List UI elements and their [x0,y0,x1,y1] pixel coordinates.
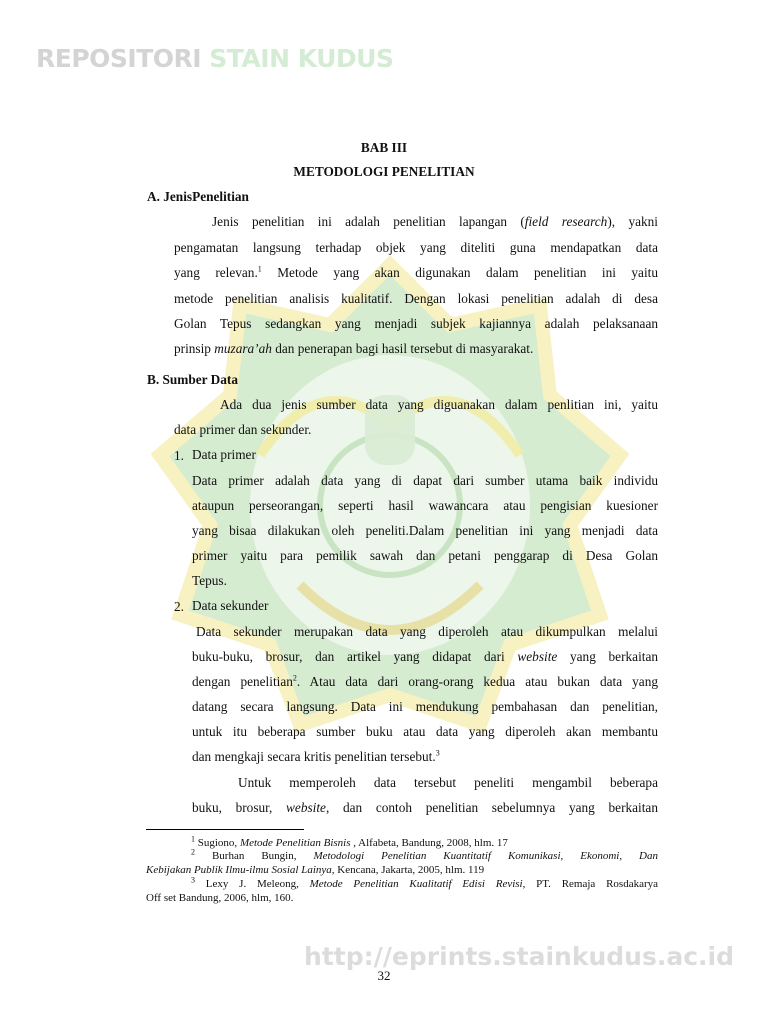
closing-paragraph-line-2: buku, brosur, website, dan contoh penelitian sebelumnya yang berkaitan [192,800,658,815]
data-sekunder-line-2: buku-buku, brosur, dan artikel yang didapat dari website yang berkaitan [192,649,659,664]
section-a-line-6: prinsip muzara’ah dan penerapan bagi hasil tersebut di masyarakat. [174,341,534,356]
data-sekunder-line-3: dengan penelitian$^2$. Atau data dari orang-orang kedua atau bukan data yang [192,673,658,689]
footnote-2-line-1: $^2$ Burhan Bungin, Metodologi Penelitian Kuantitatif Komunikasi, Ekonomi, Dan [191,847,658,862]
data-primer-line-3: yang bisaa dilakukan oleh peneliti.Dalam penelitian ini yang menjadi data [192,523,658,538]
footnote-ref-1: 1 [257,264,262,274]
section-a-line-5: Golan Tepus sedangkan yang menjadi subjek kajiannya adalah pelaksanaan [174,316,658,331]
watermark-stain-kudus: STAIN KUDUS [209,44,394,73]
list-number-2: 2. [174,599,184,614]
section-a-line-4: metode penelitian analisis kualitatif. Dengan lokasi penelitian adalah di desa [174,291,658,306]
data-primer-line-4: primer yaitu para pemilik sawah dan petani penggarap di Desa Golan [192,548,658,563]
data-primer-line-5: Tepus. [192,573,227,588]
data-sekunder-line-5: untuk itu beberapa sumber buku atau data yang diperoleh akan membantu [192,724,658,739]
section-a-heading: A. JenisPenelitian [147,189,249,204]
list-number-1: 1. [174,448,184,463]
list-item-data-primer-title: Data primer [192,447,256,462]
list-item-data-sekunder-title: Data sekunder [192,598,269,613]
chapter-number: BAB III [360,140,408,155]
data-sekunder-line-6: dan mengkaji secara kritis penelitian tersebut.$^3$ [192,748,440,764]
section-b-intro-1: Ada dua jenis sumber data yang diguanakan dalam penlitian ini, yaitu [220,397,658,412]
footnote-2-line-2: Kebijakan Publik Ilmu-ilmu Sosial Lainya, Kencana, Jakarta, 2005, hlm. 119 [146,864,485,876]
footnote-3-line-2: Off set Bandung, 2006, hlm, 160. [146,892,294,904]
section-a-line-3: yang relevan.$^1$ Metode yang akan digunakan dalam penelitian ini yaitu [174,264,658,280]
data-primer-line-2: ataupun perseorangan, seperti hasil wawancara atau pengisian kuesioner [192,498,658,513]
watermark-url: http://eprints.stainkudus.ac.id [304,942,734,971]
footnote-1: $^1$ Sugiono, Metode Penelitian Bisnis , Alfabeta, Bandung, 2008, hlm. 17 [191,834,508,849]
chapter-title: METODOLOGI PENELITIAN [293,164,475,179]
section-a-line-2: pengamatan langsung terhadap objek yang diteliti guna mendapatkan data [174,240,658,255]
data-sekunder-line-1: Data sekunder merupakan data yang diperoleh atau dikumpulkan melalui [196,624,658,639]
watermark-repositori: REPOSITORI [36,44,202,73]
footnote-separator [146,829,304,830]
closing-paragraph-line-1: Untuk memperoleh data tersebut peneliti mengambil beberapa [238,775,658,790]
data-sekunder-line-4: datang secara langsung. Data ini mendukung pembahasan dan penelitian, [192,699,658,714]
footnote-ref-3: 3 [435,748,440,758]
section-a-line-1: Jenis penelitian ini adalah penelitian lapangan (field research), yakni [212,214,659,229]
data-primer-line-1: Data primer adalah data yang di dapat dari sumber utama baik individu [192,473,658,488]
section-b-heading: B. Sumber Data [147,372,238,387]
footnote-3-line-1: $^3$ Lexy J. Meleong, Metode Penelitian Kualitatif Edisi Revisi, PT. Remaja Rosdakarya [191,875,659,890]
section-b-intro-2: data primer dan sekunder. [174,422,312,437]
footnote-ref-2: 2 [292,673,297,683]
page-number: 32 [377,968,391,983]
